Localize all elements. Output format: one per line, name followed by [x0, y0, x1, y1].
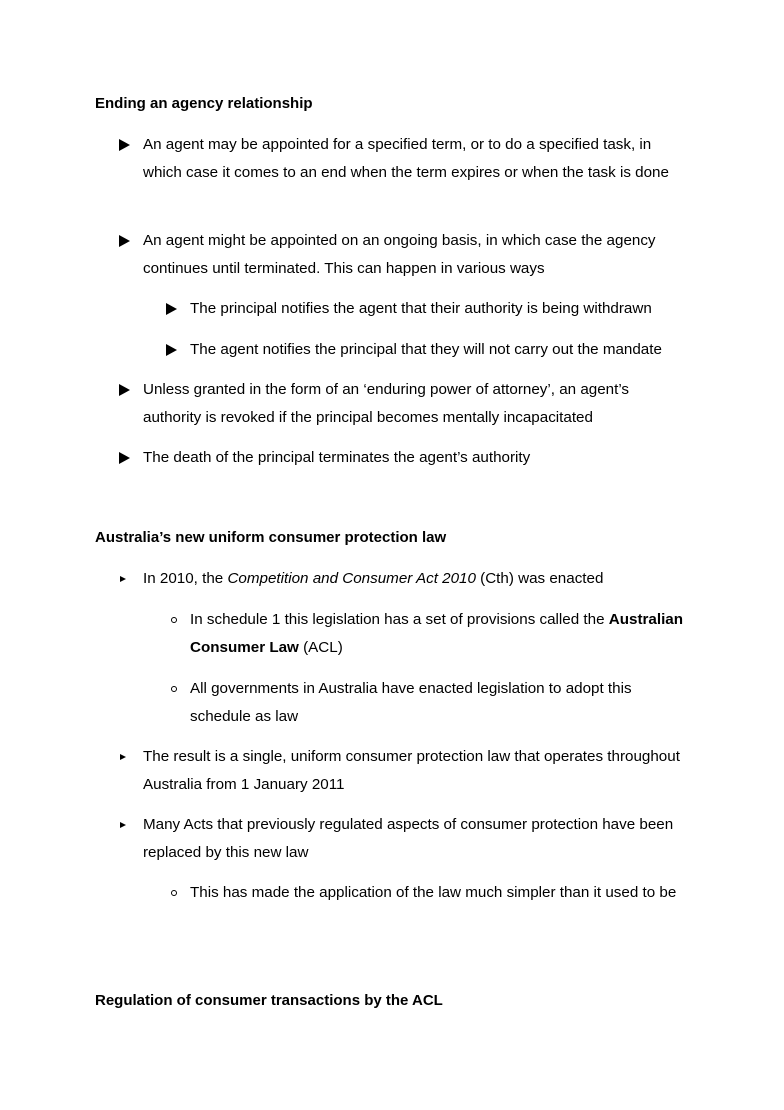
sub-list-item	[190, 606, 685, 661]
sub-list-item-text: The principal notifies the agent that their authority is being withdrawn	[190, 300, 652, 317]
section-heading-ending-agency: Ending an agency relationship	[95, 95, 313, 112]
circle-bullet-icon	[170, 675, 184, 703]
sub-list-item-text: This has made the application of the law much simpler than it used to be	[190, 884, 677, 901]
list-item-text: An agent might be appointed on an ongoing basis, in which case the agency continues until terminated. This can happen in various ways	[143, 232, 656, 277]
section-heading-consumer-protection: Australia’s new uniform consumer protection law	[95, 529, 447, 546]
sub-list-item-text: All governments in Australia have enacted legislation to adopt this schedule as law	[190, 680, 632, 725]
triangle-bullet-icon	[119, 131, 133, 159]
list-item	[143, 743, 688, 798]
list-item-text: An agent may be appointed for a specified term, or to do a specified task, in which case it comes to an end when the term expires or when the task is done	[143, 136, 669, 181]
small-triangle-bullet-icon	[119, 565, 133, 593]
list-item	[143, 811, 688, 866]
acl-term: Australian Consumer Law	[190, 611, 684, 656]
small-triangle-bullet-icon	[119, 743, 133, 771]
section-heading-regulation-acl: Regulation of consumer transactions by the ACL	[95, 992, 443, 1009]
list-item	[143, 376, 688, 431]
triangle-bullet-icon	[119, 227, 133, 255]
list-item-text: The result is a single, uniform consumer protection law that operates throughout Australia from 1 January 2011	[143, 748, 680, 793]
text-segment: (Cth) was enacted	[475, 570, 604, 587]
circle-bullet-icon	[170, 879, 184, 907]
list-item-text: Many Acts that previously regulated aspects of consumer protection have been replaced by this new law	[143, 816, 674, 861]
sub-list-item	[190, 879, 685, 907]
sub-list-item	[190, 675, 685, 730]
triangle-bullet-icon	[166, 336, 180, 364]
list-item	[143, 131, 688, 186]
act-title: Competition and Consumer Act 2010	[227, 570, 476, 587]
text-segment: In 2010, the	[143, 570, 228, 587]
sub-list-item-text	[190, 606, 685, 661]
text-segment: (ACL)	[298, 638, 343, 656]
list-item	[143, 227, 688, 282]
list-item	[143, 565, 688, 593]
sub-list-item	[190, 295, 690, 323]
circle-bullet-icon	[170, 606, 184, 634]
list-item-text: The death of the principal terminates the agent’s authority	[143, 449, 531, 466]
small-triangle-bullet-icon	[119, 811, 133, 839]
list-item-text	[143, 565, 688, 593]
sub-list-item-text: The agent notifies the principal that they will not carry out the mandate	[190, 341, 662, 358]
text-segment: In schedule 1 this legislation has a set of provisions called the	[190, 611, 609, 628]
triangle-bullet-icon	[119, 376, 133, 404]
triangle-bullet-icon	[119, 444, 133, 472]
sub-list-item	[190, 336, 690, 364]
list-item-text: Unless granted in the form of an ‘enduring power of attorney’, an agent’s authority is revoked if the principal becomes mentally incapacitated	[143, 381, 630, 426]
list-item	[143, 444, 688, 472]
triangle-bullet-icon	[166, 295, 180, 323]
